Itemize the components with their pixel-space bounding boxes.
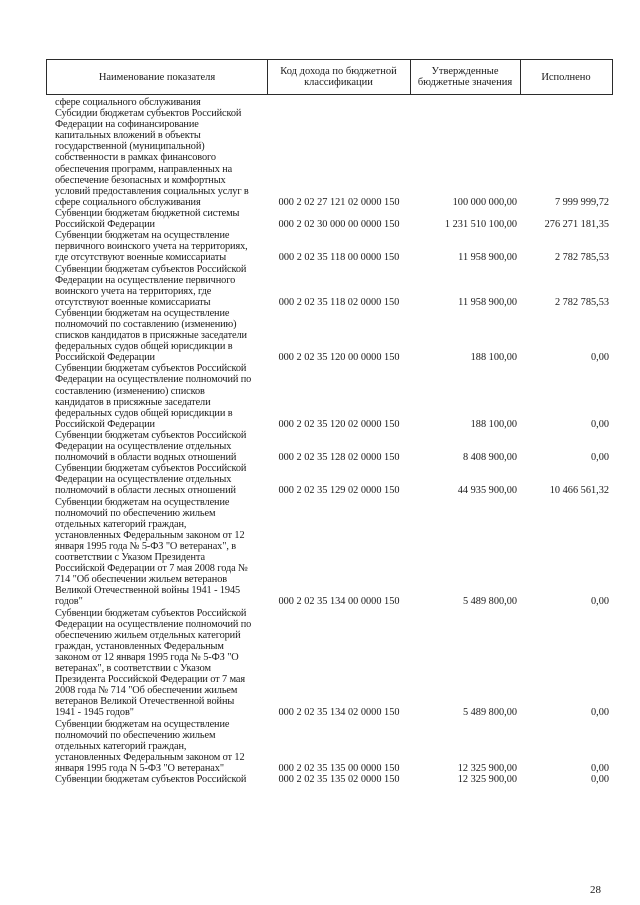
indicator-name: Субвенции бюджетам субъектов Российской Федерации на осуществление полномочий по обеспечению жильем отдельных категорий граждан, установленных Федеральным законом от 12 января 1995 года № 5-ФЗ "О ветеранах", в соответствии с Указом Президента Российской Федерации от 7 мая 2008 года № 714 "Об обеспечении жильем ветеранов Великой Отечественной войны 1941 - 1945 годов" (55, 607, 252, 719)
approved-value: 12 325 900,00 (457, 774, 517, 786)
indicator-name: Субвенции бюджетам на осуществление полномочий по обеспечению жильем отдельных категорий граждан, установленных Федеральным законом от 12 января 1995 года № 5-ФЗ "О ветеранах", в соответствии с Указом Президента Российской Федерации от 7 мая 2008 года № 714 "Об обеспечении жильем ветеранов Великой Отечественной войны 1941 - 1945 годов" (55, 496, 248, 608)
executed-value: 0,00 (590, 352, 609, 364)
budget-code: 000 2 02 35 135 00 0000 150 (278, 762, 400, 774)
budget-code: 000 2 02 35 118 00 0000 150 (278, 252, 400, 264)
budget-code: 000 2 02 35 134 02 0000 150 (278, 707, 400, 719)
approved-value: 188 100,00 (470, 352, 517, 364)
approved-value: 11 958 900,00 (458, 252, 517, 264)
executed-value: 10 466 561,32 (549, 485, 609, 497)
budget-code: 000 2 02 35 120 00 0000 150 (278, 352, 400, 364)
executed-value: 0,00 (590, 452, 609, 464)
approved-value: 11 958 900,00 (458, 296, 517, 308)
table-row (0, 230, 640, 263)
approved-value: 8 408 900,00 (462, 452, 517, 464)
indicator-name: Субвенции бюджетам на осуществление полномочий по составлению (изменению) списков кандидатов в присяжные заседатели федеральных судов общей юрисдикции в Российской Федерации (55, 307, 247, 364)
executed-value: 0,00 (590, 762, 609, 774)
approved-value: 1 231 510 100,00 (444, 219, 517, 231)
indicator-name: Субвенции бюджетам бюджетной системы Российской Федерации (55, 208, 240, 231)
page-number: 28 (590, 884, 601, 896)
table-row (0, 308, 640, 364)
approved-value: 188 100,00 (470, 418, 517, 430)
executed-value: 0,00 (590, 596, 609, 608)
indicator-name: Субвенции бюджетам субъектов Российской Федерации на осуществление полномочий по составлению (изменению) списков кандидатов в присяжные заседатели федеральных судов общей юрисдикции в Российской Федерации (55, 363, 252, 430)
column-header-approved: Утвержденные бюджетные значения (410, 59, 521, 95)
table-row (0, 264, 640, 308)
executed-value: 7 999 999,72 (554, 196, 609, 208)
approved-value: 5 489 800,00 (462, 596, 517, 608)
executed-value: 0,00 (590, 774, 609, 786)
table-row (0, 774, 640, 785)
indicator-name: Субвенции бюджетам субъектов Российской Федерации на осуществление первичного воинского учета на территориях, где отсутствуют военные комиссариаты (55, 263, 247, 308)
approved-value: 12 325 900,00 (457, 762, 517, 774)
budget-code: 000 2 02 30 000 00 0000 150 (278, 219, 400, 231)
budget-code: 000 2 02 35 128 02 0000 150 (278, 452, 400, 464)
table-row (0, 208, 640, 230)
table-row (0, 463, 640, 496)
executed-value: 2 782 785,53 (554, 296, 609, 308)
table-row (0, 497, 640, 608)
indicator-name: Субвенции бюджетам субъектов Российской (55, 774, 247, 786)
table-row (0, 608, 640, 719)
budget-code: 000 2 02 35 129 02 0000 150 (278, 485, 400, 497)
executed-value: 2 782 785,53 (554, 252, 609, 264)
executed-value: 0,00 (590, 418, 609, 430)
indicator-name: сфере социального обслуживания Субсидии бюджетам субъектов Российской Федерации на софинансирование капитальных вложений в объекты государственной (муниципальной) собственности в рамках финансового обеспечения программ, направленных на обеспечение безопасных и комфортных условий предоставления социальных услуг в сфере социального обслуживания (55, 97, 249, 208)
executed-value: 276 271 181,35 (544, 219, 609, 231)
budget-code: 000 2 02 27 121 02 0000 150 (278, 196, 400, 208)
approved-value: 100 000 000,00 (452, 196, 517, 208)
column-header-name: Наименование показателя (46, 59, 268, 95)
budget-code: 000 2 02 35 135 02 0000 150 (278, 774, 400, 786)
column-header-code: Код дохода по бюджетной классификации (267, 59, 411, 95)
budget-code: 000 2 02 35 118 02 0000 150 (278, 296, 400, 308)
executed-value: 0,00 (590, 707, 609, 719)
table-row (0, 719, 640, 775)
approved-value: 5 489 800,00 (462, 707, 517, 719)
indicator-name: Субвенции бюджетам субъектов Российской Федерации на осуществление отдельных полномочий в области лесных отношений (55, 463, 247, 497)
budget-code: 000 2 02 35 120 02 0000 150 (278, 418, 400, 430)
indicator-name: Субвенции бюджетам субъектов Российской Федерации на осуществление отдельных полномочий в области водных отношений (55, 430, 247, 464)
column-header-executed: Исполнено (520, 59, 613, 95)
table-row (0, 363, 640, 430)
budget-code: 000 2 02 35 134 00 0000 150 (278, 596, 400, 608)
approved-value: 44 935 900,00 (457, 485, 517, 497)
table-row (0, 97, 640, 208)
table-row (0, 430, 640, 463)
indicator-name: Субвенции бюджетам на осуществление полномочий по обеспечению жильем отдельных категорий граждан, установленных Федеральным законом от 12 января 1995 года N 5-ФЗ "О ветеранах" (55, 718, 245, 774)
indicator-name: Субвенции бюджетам на осуществление первичного воинского учета на территориях, где отсутствуют военные комиссариаты (55, 230, 248, 264)
